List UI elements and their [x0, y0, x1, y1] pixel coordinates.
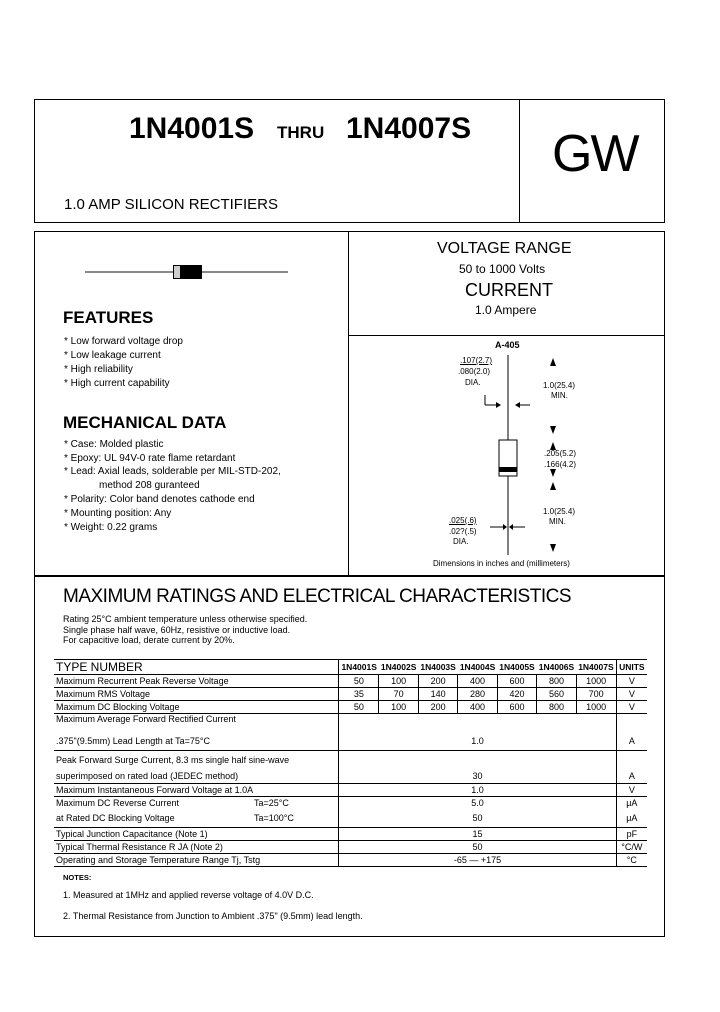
col-header: 1N4003S: [418, 660, 457, 675]
diode-illustration: [80, 260, 295, 284]
cell-value: 5.0: [339, 797, 616, 811]
feature-item: * Low forward voltage drop: [64, 336, 183, 347]
cell-value: 700: [576, 688, 616, 701]
col-header: 1N4006S: [537, 660, 576, 675]
cell-value: 70: [379, 688, 418, 701]
feature-item: * High reliability: [64, 364, 133, 375]
note-item: 2. Thermal Resistance from Junction to Ambient .375" (9.5mm) lead length.: [63, 911, 363, 921]
cell-value: 100: [379, 675, 418, 688]
row-label: Maximum RMS Voltage: [54, 688, 339, 701]
table-row: [54, 841, 647, 854]
dim-len-bot-1: 1.0(25.4): [543, 507, 576, 516]
cell-value: 50: [339, 810, 616, 828]
notes-title: NOTES:: [63, 873, 92, 882]
table-row: [54, 732, 647, 751]
table-row: [54, 784, 647, 797]
cell-unit: pF: [616, 828, 647, 841]
row-label: Maximum Recurrent Peak Reverse Voltage: [54, 675, 339, 688]
cell-value: 800: [537, 701, 576, 714]
mechanical-item: * Mounting position: Any: [64, 508, 172, 519]
cell-value: 1000: [576, 675, 616, 688]
row-label: Peak Forward Surge Current, 8.3 ms single half sine-wave: [54, 751, 339, 770]
mechanical-item: * Polarity: Color band denotes cathode end: [64, 494, 255, 505]
table-row: [54, 797, 647, 811]
table-row: [54, 688, 647, 701]
row-label-text: at Rated DC Blocking Voltage: [56, 813, 175, 823]
mechanical-item: * Lead: Axial leads, solderable per MIL-STD-202,: [64, 466, 281, 477]
cell-value: 50: [339, 675, 379, 688]
col-type-header: TYPE NUMBER: [54, 660, 339, 675]
dim-wire-2: .02?(.5): [449, 527, 477, 536]
cell-unit: °C/W: [616, 841, 647, 854]
intro-line: Single phase half wave, 60Hz, resistive or inductive load.: [63, 625, 291, 635]
table-row: [54, 675, 647, 688]
col-units-header: UNITS: [616, 660, 647, 675]
dim-len-bot-2: MIN.: [549, 517, 566, 526]
table-row: [54, 701, 647, 714]
dim-lead-dia-2: .080(2.0): [458, 367, 491, 376]
cell-value: 1.0: [339, 732, 616, 751]
header-divider: [519, 99, 520, 223]
cell-value: 50: [339, 841, 616, 854]
table-header-row: [54, 660, 647, 675]
middle-divider: [348, 231, 349, 576]
table-row: [54, 714, 647, 733]
cell-value: 1.0: [339, 784, 616, 797]
intro-line: Rating 25°C ambient temperature unless otherwise specified.: [63, 614, 308, 624]
cell-value: 420: [497, 688, 536, 701]
feature-item: * High current capability: [64, 378, 170, 389]
row-label: Maximum DC Blocking Voltage: [54, 701, 339, 714]
col-header: 1N4005S: [497, 660, 536, 675]
part-number-to: 1N4007S: [346, 112, 472, 145]
cell-value: 400: [458, 675, 497, 688]
dim-len-top-2: MIN.: [551, 391, 568, 400]
mechanical-item: * Weight: 0.22 grams: [64, 522, 158, 533]
characteristics-title: MAXIMUM RATINGS AND ELECTRICAL CHARACTERISTICS: [63, 586, 572, 607]
cell-value: 100: [379, 701, 418, 714]
col-header: 1N4004S: [458, 660, 497, 675]
intro-line: For capacitive load, derate current by 20%.: [63, 635, 235, 645]
subtitle: 1.0 AMP SILICON RECTIFIERS: [64, 196, 278, 213]
cell-value: 280: [458, 688, 497, 701]
col-header: 1N4001S: [339, 660, 379, 675]
cell-unit: V: [616, 675, 647, 688]
cell-unit: °C: [616, 854, 647, 867]
row-label: .375"(9.5mm) Lead Length at Ta=75°C: [54, 732, 339, 751]
cell-unit: A: [616, 732, 647, 751]
cell-value: 600: [497, 675, 536, 688]
cell-unit: V: [616, 688, 647, 701]
col-header: 1N4007S: [576, 660, 616, 675]
dim-lead-dia-1: .107(2.7): [460, 356, 493, 365]
table-row: [54, 751, 647, 770]
cell-unit: V: [616, 701, 647, 714]
row-label: Maximum Instantaneous Forward Voltage at 1.0A: [54, 784, 339, 797]
cell-value: 400: [458, 701, 497, 714]
cell-unit: μA: [626, 798, 638, 808]
row-condition: Ta=25°C: [254, 798, 289, 808]
voltage-range-title: VOLTAGE RANGE: [437, 240, 572, 257]
row-label: Operating and Storage Temperature Range Tj, Tstg: [54, 854, 339, 867]
cell-value: 1000: [576, 701, 616, 714]
gw-logo: GW: [552, 125, 638, 183]
table-row: [54, 854, 647, 867]
cell-unit: V: [616, 784, 647, 797]
row-label: [54, 810, 339, 828]
dim-len-top-1: 1.0(25.4): [543, 381, 576, 390]
cell-value: 35: [339, 688, 379, 701]
row-condition: Ta=100°C: [254, 813, 294, 823]
mechanical-item: * Epoxy: UL 94V-0 rate flame retardant: [64, 453, 236, 464]
ratings-divider: [348, 335, 665, 336]
dim-body-2: .166(4.2): [544, 460, 577, 469]
row-label: Maximum Average Forward Rectified Current: [54, 714, 339, 733]
cell-value: 140: [418, 688, 457, 701]
table-row: [54, 828, 647, 841]
cell-value: 800: [537, 675, 576, 688]
row-label: Typical Thermal Resistance R JA (Note 2): [54, 841, 339, 854]
col-header: 1N4002S: [379, 660, 418, 675]
table-row: [54, 769, 647, 784]
package-name: A-405: [495, 340, 520, 350]
cell-value: -65 — +175: [339, 854, 616, 867]
cell-value: 200: [418, 701, 457, 714]
mechanical-title: MECHANICAL DATA: [63, 413, 227, 432]
dim-body-1: .205(5.2): [544, 449, 577, 458]
features-title: FEATURES: [63, 308, 154, 327]
row-label: superimposed on rated load (JEDEC method): [54, 769, 339, 784]
dim-wire-3: DIA.: [453, 537, 469, 546]
current-title: CURRENT: [465, 280, 553, 300]
cell-unit: A: [616, 769, 647, 784]
cell-value: 200: [418, 675, 457, 688]
part-number-from: 1N4001S: [129, 112, 255, 145]
dim-dia-label: DIA.: [465, 378, 481, 387]
cell-value: 560: [537, 688, 576, 701]
mechanical-item: method 208 guranteed: [99, 480, 200, 491]
cell-value: 600: [497, 701, 536, 714]
table-row: [54, 810, 647, 828]
mechanical-item: * Case: Molded plastic: [64, 439, 164, 450]
current-value: 1.0 Ampere: [475, 303, 537, 317]
characteristics-table: [54, 659, 647, 867]
row-label-text: Maximum DC Reverse Current: [56, 798, 180, 808]
row-label: Typical Junction Capacitance (Note 1): [54, 828, 339, 841]
row-label: [54, 797, 339, 811]
cell-value: 30: [339, 769, 616, 784]
voltage-range-value: 50 to 1000 Volts: [459, 262, 546, 276]
cell-unit: μA: [616, 810, 647, 828]
feature-item: * Low leakage current: [64, 350, 161, 361]
thru-label: THRU: [277, 123, 325, 142]
note-item: 1. Measured at 1MHz and applied reverse voltage of 4.0V D.C.: [63, 890, 314, 900]
dim-wire-1: .025(.6): [449, 516, 477, 525]
package-caption: Dimensions in inches and (millimeters): [433, 559, 570, 568]
cell-value: 50: [339, 701, 379, 714]
cell-value: 15: [339, 828, 616, 841]
